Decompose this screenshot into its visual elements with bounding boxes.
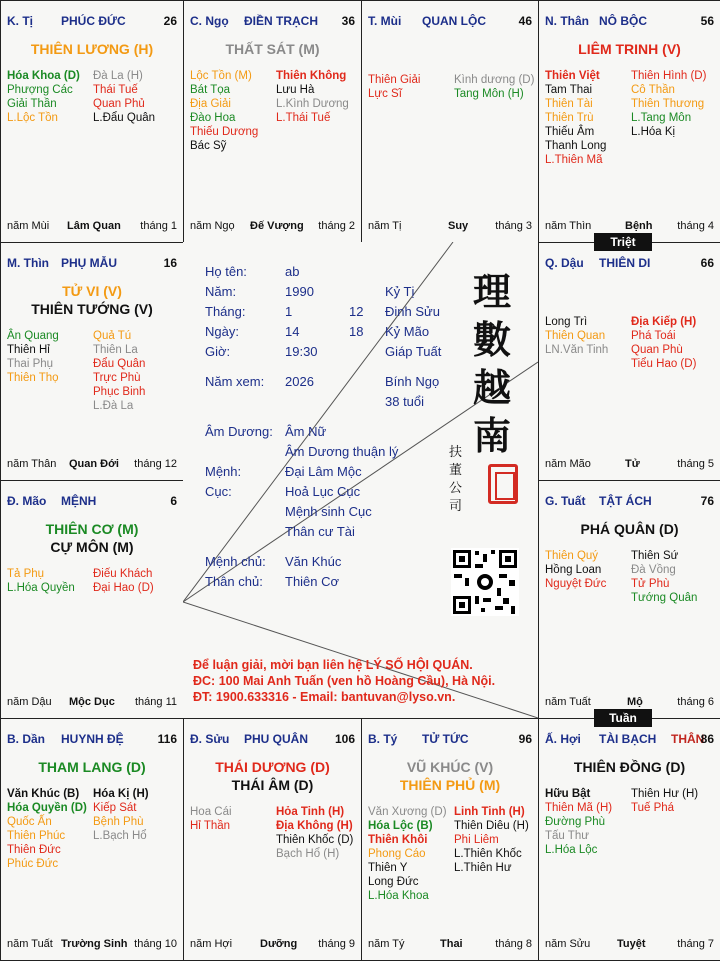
palace-than bbox=[538, 0, 720, 243]
contact-line-1: Để luận giải, mời bạn liên hệ LÝ SỐ HỘI QUÁN. bbox=[193, 658, 473, 672]
palace-age: 16 bbox=[163, 256, 177, 270]
palace-name: TẬT ÁCH bbox=[599, 494, 652, 508]
palace-age: 106 bbox=[334, 732, 355, 746]
palace-footer bbox=[368, 220, 532, 234]
palace-name: NÔ BỘC bbox=[599, 14, 647, 28]
calligraphy-3: 越 bbox=[473, 365, 512, 410]
minor-star: Hỏa Tinh (H) bbox=[276, 806, 345, 818]
minor-star: Địa Kiếp (H) bbox=[631, 316, 697, 328]
minor-stars-left bbox=[190, 69, 258, 153]
minor-star: Giải Thần bbox=[7, 98, 57, 110]
minor-star: Thiên Diêu (H) bbox=[454, 820, 529, 832]
calligraphy-4: 南 bbox=[473, 413, 512, 458]
minor-star: Phượng Các bbox=[7, 84, 73, 96]
palace-name: QUAN LỘC bbox=[422, 14, 486, 28]
minor-star: Hóa Kị (H) bbox=[93, 788, 149, 800]
palace-branch: B. Tý bbox=[368, 732, 398, 746]
palace-name: HUYNH ĐỆ bbox=[61, 732, 124, 746]
palace-month: tháng 11 bbox=[134, 696, 177, 708]
palace-name: PHU QUÂN bbox=[244, 732, 309, 746]
value-cuc-3: Thân cư Tài bbox=[285, 524, 355, 539]
main-star: THÁI DƯƠNG (D) bbox=[215, 759, 330, 775]
minor-star: L.Thiên Mã bbox=[545, 154, 603, 166]
label-name: Họ tên: bbox=[205, 264, 247, 279]
minor-star: Thiên Quý bbox=[545, 550, 599, 562]
main-star: PHÁ QUÂN (D) bbox=[580, 521, 679, 537]
palace-age: 86 bbox=[700, 732, 714, 746]
value-menh: Đại Lâm Mộc bbox=[285, 464, 362, 479]
palace-age: 76 bbox=[700, 494, 714, 508]
minor-stars-left bbox=[7, 567, 75, 595]
palace-age: 26 bbox=[163, 14, 177, 28]
minor-star: L.Hóa Lộc bbox=[545, 844, 598, 856]
palace-life-stage: Tử bbox=[625, 458, 640, 470]
palace-month: tháng 7 bbox=[677, 938, 714, 950]
minor-stars-right bbox=[631, 69, 706, 139]
minor-stars-right bbox=[276, 805, 353, 861]
minor-star: Thiên Y bbox=[368, 862, 408, 874]
main-star: CỰ MÔN (M) bbox=[50, 539, 134, 555]
minor-star: Thiên Tài bbox=[545, 98, 593, 110]
minor-star: Thiếu Dương bbox=[190, 126, 259, 138]
minor-star: Tam Thai bbox=[545, 84, 593, 96]
minor-stars-left bbox=[368, 73, 420, 101]
minor-star: Trực Phù bbox=[93, 372, 141, 384]
palace-footer bbox=[190, 938, 355, 952]
minor-star: Cô Thần bbox=[631, 84, 675, 96]
label-menh-chu: Mệnh chủ: bbox=[205, 554, 266, 569]
palace-life-stage: Đế Vượng bbox=[250, 220, 304, 232]
palace-month: tháng 10 bbox=[134, 938, 177, 950]
value-day-lunar: 18 bbox=[349, 324, 364, 339]
palace-footer bbox=[7, 696, 177, 710]
palace-header bbox=[545, 14, 714, 32]
minor-star: Đà La (H) bbox=[93, 70, 143, 82]
minor-star: Quả Tú bbox=[93, 330, 132, 342]
palace-age: 96 bbox=[518, 732, 532, 746]
palace-footer bbox=[190, 220, 355, 234]
minor-star: Thiên La bbox=[93, 344, 138, 356]
label-hour: Giờ: bbox=[205, 344, 231, 359]
palace-branch: M. Thìn bbox=[7, 256, 49, 270]
minor-star: Hóa Khoa (D) bbox=[7, 70, 80, 82]
palace-year: năm Tuất bbox=[545, 696, 591, 708]
minor-star: Thiên Khốc (D) bbox=[276, 834, 354, 846]
palace-footer bbox=[545, 458, 714, 472]
palace-dau bbox=[538, 242, 720, 481]
label-view-year: Năm xem: bbox=[205, 374, 265, 389]
palace-tuat bbox=[538, 480, 720, 719]
minor-star: Bệnh Phù bbox=[93, 816, 144, 828]
palace-month: tháng 6 bbox=[677, 696, 714, 708]
minor-star: Hỉ Thần bbox=[190, 820, 231, 832]
minor-stars-left bbox=[545, 69, 606, 167]
minor-star: Bác Sỹ bbox=[190, 140, 227, 152]
minor-star: Tấu Thư bbox=[545, 830, 589, 842]
palace-life-stage: Suy bbox=[448, 220, 469, 232]
minor-star: L.Thiên Hư bbox=[454, 862, 512, 874]
main-star: THIÊN CƠ (M) bbox=[45, 521, 139, 537]
minor-star: Văn Khúc (B) bbox=[7, 788, 80, 800]
palace-age: 46 bbox=[518, 14, 532, 28]
value-view-can: Bính Ngọ bbox=[385, 374, 440, 389]
value-menh-chu: Văn Khúc bbox=[285, 554, 342, 569]
minor-stars-left bbox=[545, 549, 606, 591]
palace-month: tháng 4 bbox=[677, 220, 714, 232]
palace-header bbox=[545, 494, 714, 512]
minor-stars-left bbox=[7, 329, 59, 385]
palace-footer bbox=[7, 938, 177, 952]
calligraphy-2: 數 bbox=[473, 317, 512, 362]
minor-star: Quan Phủ bbox=[93, 98, 145, 110]
palace-life-stage: Quan Đới bbox=[69, 458, 119, 470]
main-star: THAM LANG (D) bbox=[38, 759, 146, 775]
palace-branch: N. Thân bbox=[545, 14, 589, 28]
palace-year: năm Thân bbox=[7, 458, 57, 470]
minor-stars-right bbox=[631, 787, 698, 815]
palace-age: 56 bbox=[700, 14, 714, 28]
minor-star: Thiên Hình (D) bbox=[631, 70, 707, 82]
palace-month: tháng 1 bbox=[140, 220, 177, 232]
contact-line-3: ĐT: 1900.633316 - Email: bantuvan@lyso.vn. bbox=[193, 690, 456, 704]
label-day: Ngày: bbox=[205, 324, 239, 339]
minor-star: Quốc Ấn bbox=[7, 816, 52, 828]
value-day-can: Kỷ Mão bbox=[385, 324, 430, 339]
palace-footer bbox=[7, 458, 177, 472]
label-amduong: Âm Dương: bbox=[205, 424, 273, 439]
palace-ty bbox=[0, 0, 184, 243]
value-hour: 19:30 bbox=[285, 344, 318, 359]
main-star: THIÊN ĐỒNG (D) bbox=[573, 759, 686, 775]
minor-star: Kình dương (D) bbox=[454, 74, 535, 86]
minor-star: Tang Môn (H) bbox=[454, 88, 524, 100]
palace-name: TÀI BẠCH bbox=[599, 732, 657, 746]
palace-name: PHỤ MẪU bbox=[61, 256, 117, 270]
palace-life-stage: Mộc Dục bbox=[69, 696, 115, 708]
minor-star: L.Kình Dương bbox=[276, 98, 349, 110]
value-month-can: Đinh Sửu bbox=[385, 304, 440, 319]
minor-stars-right bbox=[454, 805, 529, 875]
palace-header bbox=[368, 14, 532, 32]
minor-star: Hữu Bật bbox=[545, 788, 591, 800]
minor-star: Phúc Đức bbox=[7, 858, 59, 870]
minor-stars-left bbox=[545, 787, 612, 857]
minor-stars-left bbox=[190, 805, 232, 833]
palace-year: năm Thìn bbox=[545, 220, 592, 232]
minor-star: Tử Phù bbox=[631, 578, 670, 590]
value-day: 14 bbox=[285, 324, 300, 339]
minor-star: Ân Quang bbox=[7, 330, 59, 342]
palace-footer bbox=[545, 696, 714, 710]
palace-than-mark: THÂN bbox=[671, 732, 705, 746]
minor-star: L.Thiên Khốc bbox=[454, 848, 522, 860]
seal-char-4: 司 bbox=[449, 499, 463, 514]
main-star: THIÊN LƯƠNG (H) bbox=[30, 41, 154, 57]
minor-star: L.Đà La bbox=[93, 400, 134, 412]
palace-branch: B. Dần bbox=[7, 732, 46, 746]
minor-stars-right bbox=[93, 567, 154, 595]
palace-footer bbox=[545, 938, 714, 952]
minor-star: Long Trì bbox=[545, 316, 588, 328]
triet-badge: Triệt bbox=[594, 233, 652, 251]
main-star: THẤT SÁT (M) bbox=[225, 41, 320, 57]
minor-star: L.Đẩu Quân bbox=[93, 112, 156, 124]
palace-life-stage: Dưỡng bbox=[260, 938, 298, 950]
value-year: 1990 bbox=[285, 284, 314, 299]
palace-branch: T. Mùi bbox=[368, 14, 402, 28]
palace-footer bbox=[368, 938, 532, 952]
palace-month: tháng 12 bbox=[134, 458, 177, 470]
palace-mao bbox=[0, 480, 184, 719]
palace-year: năm Tý bbox=[368, 938, 405, 950]
palace-header bbox=[7, 14, 177, 32]
minor-star: Thiên Không bbox=[276, 70, 347, 82]
minor-star: Đà Vồng bbox=[631, 564, 676, 576]
minor-star: Thiên Sứ bbox=[631, 550, 679, 562]
minor-star: Tuế Phá bbox=[631, 802, 675, 814]
palace-life-stage: Thai bbox=[440, 938, 463, 950]
minor-star: Đào Hoa bbox=[190, 112, 236, 124]
minor-star: Thiên Đức bbox=[7, 844, 61, 856]
minor-star: Đẩu Quân bbox=[93, 358, 146, 370]
palace-year: năm Mùi bbox=[7, 220, 50, 232]
palace-name: MỆNH bbox=[61, 494, 97, 508]
palace-age: 116 bbox=[157, 732, 177, 746]
minor-star: L.Hóa Quyền bbox=[7, 582, 75, 594]
palace-dan bbox=[0, 718, 184, 961]
palace-footer bbox=[545, 220, 714, 234]
label-cuc: Cục: bbox=[205, 484, 232, 499]
seal-char-1: 扶 bbox=[449, 445, 463, 460]
palace-month: tháng 2 bbox=[318, 220, 355, 232]
palace-year: năm Sửu bbox=[545, 938, 591, 950]
minor-star: Nguyệt Đức bbox=[545, 578, 607, 590]
minor-stars-right bbox=[454, 73, 534, 101]
palace-month: tháng 3 bbox=[495, 220, 532, 232]
palace-header bbox=[7, 494, 177, 512]
label-month: Tháng: bbox=[205, 304, 246, 319]
minor-star: L.Bạch Hổ bbox=[93, 830, 147, 842]
value-year-can: Kỷ Tị bbox=[385, 284, 415, 299]
minor-star: Long Đức bbox=[368, 876, 419, 888]
palace-header bbox=[368, 732, 532, 750]
value-view-year: 2026 bbox=[285, 374, 314, 389]
minor-star: Lực Sĩ bbox=[368, 88, 402, 100]
palace-mui bbox=[361, 0, 539, 243]
minor-stars-right bbox=[93, 787, 149, 843]
minor-stars-right bbox=[93, 69, 155, 125]
palace-header bbox=[7, 732, 177, 750]
main-star: TỬ VI (V) bbox=[62, 283, 122, 299]
palace-branch: Đ. Mão bbox=[7, 494, 47, 508]
tuan-badge: Tuần bbox=[594, 709, 652, 727]
palace-header bbox=[190, 732, 355, 750]
palace-life-stage: Bệnh bbox=[625, 220, 653, 232]
palace-header bbox=[190, 14, 355, 32]
minor-star: Thiên Mã (H) bbox=[545, 802, 613, 814]
main-star: VŨ KHÚC (V) bbox=[406, 759, 494, 775]
minor-star: Tiểu Hao (D) bbox=[631, 358, 697, 370]
palace-header bbox=[7, 256, 177, 274]
label-year: Năm: bbox=[205, 284, 237, 299]
palace-branch: Ấ. Hợi bbox=[545, 732, 581, 746]
palace-header bbox=[545, 256, 714, 274]
value-amduong-2: Âm Dương thuận lý bbox=[285, 444, 399, 459]
minor-star: Thiếu Âm bbox=[545, 126, 595, 138]
contact-line-2: ĐC: 100 Mai Anh Tuấn (ven hồ Hoàng Cầu), Hà Nội. bbox=[193, 674, 496, 688]
minor-star: Tả Phụ bbox=[7, 568, 45, 580]
palace-age: 66 bbox=[700, 256, 714, 270]
minor-star: Thiên Quan bbox=[545, 330, 606, 342]
main-star: LIÊM TRINH (V) bbox=[578, 41, 681, 57]
minor-star: Thiên Giải bbox=[368, 74, 421, 86]
minor-star: Phi Liêm bbox=[454, 834, 499, 846]
minor-star: Lưu Hà bbox=[276, 84, 315, 96]
value-age: 38 tuổi bbox=[385, 394, 425, 409]
value-month-lunar: 12 bbox=[349, 304, 364, 319]
palace-life-stage: Trường Sinh bbox=[61, 938, 128, 950]
label-than-chu: Thân chủ: bbox=[205, 574, 263, 589]
minor-star: Văn Xương (D) bbox=[368, 806, 447, 818]
value-amduong: Âm Nữ bbox=[285, 424, 327, 439]
palace-life-stage: Mộ bbox=[627, 696, 643, 708]
minor-star: Điếu Khách bbox=[93, 568, 153, 580]
palace-branch: Đ. Sửu bbox=[190, 732, 230, 746]
minor-stars-right bbox=[93, 329, 145, 413]
center-info-panel bbox=[183, 242, 538, 718]
palace-year: năm Ngọ bbox=[190, 220, 235, 232]
palace-life-stage: Tuyệt bbox=[617, 938, 646, 950]
palace-footer bbox=[7, 220, 177, 234]
calligraphy-1: 理 bbox=[473, 269, 512, 314]
palace-hoi bbox=[538, 718, 720, 961]
minor-stars-right bbox=[631, 315, 696, 371]
minor-star: L.Hóa Khoa bbox=[368, 890, 429, 902]
palace-month: tháng 5 bbox=[677, 458, 714, 470]
minor-star: Kiếp Sát bbox=[93, 802, 137, 814]
minor-star: Hồng Loan bbox=[545, 564, 602, 576]
minor-star: L.Thái Tuế bbox=[276, 112, 331, 124]
palace-branch: G. Tuất bbox=[545, 494, 586, 508]
minor-star: Thiên Việt bbox=[545, 70, 600, 82]
minor-star: Lộc Tồn (M) bbox=[190, 70, 252, 82]
minor-stars-left bbox=[368, 805, 447, 903]
minor-stars-left bbox=[7, 787, 87, 871]
red-seal-stamp bbox=[488, 464, 518, 504]
palace-year: năm Tuất bbox=[7, 938, 53, 950]
palace-year: năm Hợi bbox=[190, 938, 233, 950]
palace-year: năm Tị bbox=[368, 220, 402, 232]
minor-star: Hóa Quyền (D) bbox=[7, 802, 87, 814]
minor-star: Quan Phù bbox=[631, 344, 683, 356]
minor-stars-right bbox=[631, 549, 697, 605]
minor-star: Bát Tọa bbox=[190, 84, 231, 96]
palace-branch: Q. Dậu bbox=[545, 256, 584, 270]
minor-star: Đường Phù bbox=[545, 816, 605, 828]
minor-star: Đại Hao (D) bbox=[93, 582, 154, 594]
palace-life-stage: Lâm Quan bbox=[67, 220, 121, 232]
minor-stars-right bbox=[276, 69, 349, 125]
minor-star: Thiên Thọ bbox=[7, 372, 59, 384]
minor-star: Thanh Long bbox=[545, 140, 607, 152]
main-star: THIÊN PHỦ (M) bbox=[399, 777, 501, 793]
palace-name: ĐIỀN TRẠCH bbox=[244, 14, 318, 28]
palace-name: PHÚC ĐỨC bbox=[61, 14, 126, 28]
minor-star: Bạch Hổ (H) bbox=[276, 848, 340, 860]
palace-month: tháng 8 bbox=[495, 938, 532, 950]
palace-name: THIÊN DI bbox=[599, 256, 651, 270]
palace-ngo bbox=[183, 0, 362, 243]
minor-star: Phục Binh bbox=[93, 386, 146, 398]
minor-star: Thiên Phúc bbox=[7, 830, 66, 842]
palace-age: 6 bbox=[170, 494, 177, 508]
minor-star: Phá Toái bbox=[631, 330, 676, 342]
palace-year: năm Dậu bbox=[7, 696, 52, 708]
palace-month: tháng 9 bbox=[318, 938, 355, 950]
palace-age: 36 bbox=[341, 14, 355, 28]
label-menh: Mệnh: bbox=[205, 464, 242, 479]
value-name: ab bbox=[285, 264, 300, 279]
seal-char-3: 公 bbox=[449, 481, 463, 496]
palace-year: năm Mão bbox=[545, 458, 591, 470]
main-star: THIÊN TƯỚNG (V) bbox=[31, 301, 153, 317]
minor-star: Địa Giải bbox=[190, 98, 231, 110]
minor-star: L.Lộc Tồn bbox=[7, 112, 58, 124]
qr-code bbox=[451, 548, 519, 616]
value-cuc-2: Mệnh sinh Cục bbox=[285, 504, 372, 519]
palace-suu bbox=[183, 718, 362, 961]
seal-small-text bbox=[449, 444, 463, 516]
minor-star: L.Tang Môn bbox=[631, 112, 692, 124]
minor-star: Thiên Hỉ bbox=[7, 344, 50, 356]
palace-name: TỬ TỨC bbox=[422, 732, 469, 746]
value-than-chu: Thiên Cơ bbox=[285, 574, 340, 589]
value-hour-can: Giáp Tuất bbox=[385, 344, 442, 359]
minor-stars-left bbox=[545, 315, 608, 357]
minor-star: Thai Phụ bbox=[7, 358, 54, 370]
minor-star: Hóa Lộc (B) bbox=[368, 820, 433, 832]
minor-stars-left bbox=[7, 69, 80, 125]
palace-thin bbox=[0, 242, 184, 481]
minor-star: Thái Tuế bbox=[93, 84, 138, 96]
minor-star: Tướng Quân bbox=[631, 592, 698, 604]
palace-header bbox=[545, 732, 714, 750]
minor-star: Thiên Thương bbox=[631, 98, 705, 110]
palace-ty2 bbox=[361, 718, 539, 961]
minor-star: Thiên Hư (H) bbox=[631, 788, 699, 800]
palace-branch: K. Tị bbox=[7, 14, 33, 28]
minor-star: Phong Cáo bbox=[368, 848, 426, 860]
minor-star: L.Hóa Kị bbox=[631, 126, 676, 138]
minor-star: Thiên Trù bbox=[545, 112, 594, 124]
minor-star: LN.Văn Tinh bbox=[545, 344, 609, 356]
minor-star: Địa Không (H) bbox=[276, 820, 353, 832]
main-star: THÁI ÂM (D) bbox=[231, 777, 314, 793]
minor-star: Hoa Cái bbox=[190, 806, 232, 818]
value-month: 1 bbox=[285, 304, 293, 319]
seal-char-2: 董 bbox=[449, 463, 463, 478]
palace-branch: C. Ngọ bbox=[190, 14, 229, 28]
value-cuc: Hoả Lục Cục bbox=[285, 484, 361, 499]
minor-star: Linh Tinh (H) bbox=[454, 806, 525, 818]
minor-star: Thiên Khôi bbox=[368, 834, 428, 846]
